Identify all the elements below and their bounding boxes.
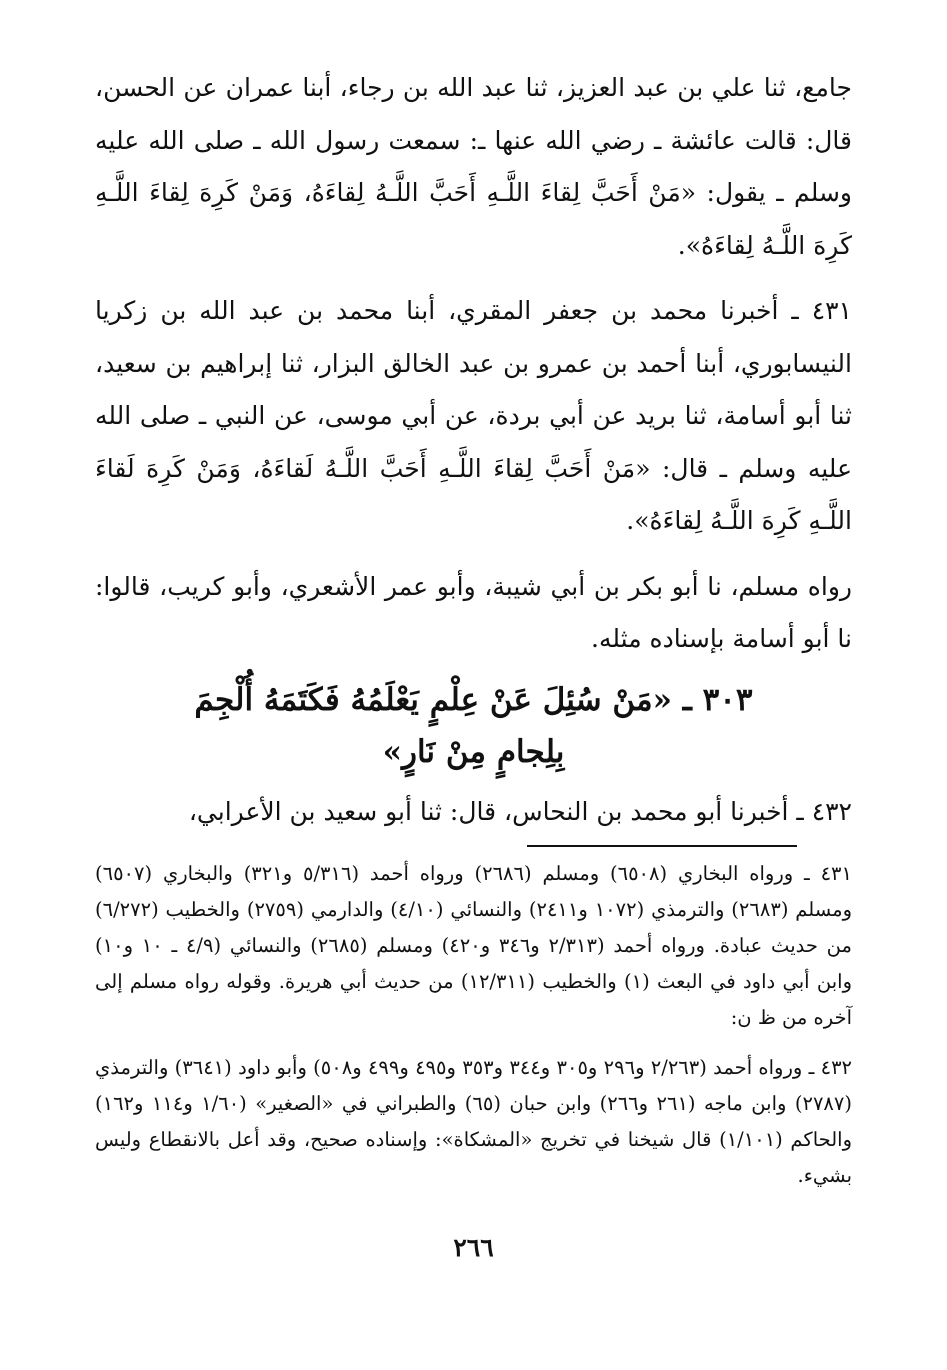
paragraph-hadith-432: ٤٣٢ ـ أخبرنا أبو محمد بن النحاس، قال: ثنا أبو سعيد بن الأعرابي، — [188, 796, 852, 826]
footnotes — [95, 856, 852, 1194]
paragraph-muslim-narration: رواه مسلم، نا أبو بكر بن أبي شيبة، وأبو عمر الأشعري، وأبو كريب، قالوا: نا أبو أسامة بإسناده مثله. — [95, 571, 852, 653]
heading-line-1: ٣٠٣ ـ «مَنْ سُئِلَ عَنْ عِلْمٍ يَعْلَمُهُ فَكَتَمَهُ أُلْجِمَ — [194, 681, 753, 718]
page-number: ٢٦٦ — [453, 1233, 494, 1262]
chapter-heading-303 — [95, 674, 852, 778]
main-text — [95, 62, 852, 838]
paragraph-aisha-hadith: جامع، ثنا علي بن عبد العزيز، ثنا عبد الله بن رجاء، أبنا عمران عن الحسن، قال: قالت عائشة ـ رضي الله عنها ـ: سمعت رسول الله ـ صلى الله عليه وسلم ـ يقول: «مَنْ أَحَبَّ لِقاءَ اللَّـهِ أَحَبَّ اللَّـهُ لِقاءَهُ، وَمَنْ كَرِهَ لِقاءَ اللَّـهِ كَرِهَ اللَّـهُ لِقاءَهُ». — [95, 73, 852, 260]
footnote-431: ٤٣١ ـ ورواه البخاري (٦٥٠٨) ومسلم (٢٦٨٦) ورواه أحمد (٥/٣١٦ و٣٢١) والبخاري (٦٥٠٧) ومسلم (٢٦٨٣) والترمذي (١٠٧٢ و٢٤١١) والنسائي (٤/١٠) والدارمي (٢٧٥٩) والخطيب (٦/٢٧٢) من حديث عبادة. ورواه أحمد (٢/٣١٣ و٣٤٦ و٤٢٠) ومسلم (٢٦٨٥) والنسائي (٤/٩ ـ ١٠ و١٠) وابن أبي داود في البعث (١) والخطيب (١٢/٣١١) من حديث أبي هريرة. وقوله رواه مسلم إلى آخره من ظ ن: — [95, 862, 853, 1029]
heading-line-2: بِلِجامٍ مِنْ نَارٍ» — [382, 733, 565, 770]
footnote-divider — [527, 845, 797, 847]
paragraph-hadith-431: ٤٣١ ـ أخبرنا محمد بن جعفر المقري، أبنا محمد بن عبد الله بن زكريا النيسابوري، أبنا أحمد بن عمرو بن عبد الخالق البزار، ثنا إبراهيم بن سعيد، ثنا أبو أسامة، ثنا بريد عن أبي بردة، عن أبي موسى، عن النبي ـ صلى الله عليه وسلم ـ قال: «مَنْ أَحَبَّ لِقاءَ اللَّـهِ أَحَبَّ اللَّـهُ لَقاءَهُ، وَمَنْ كَرِهَ لَقاءَ اللَّـهِ كَرِهَ اللَّـهُ لِقاءَهُ». — [95, 296, 852, 535]
footnote-432: ٤٣٢ ـ ورواه أحمد (٢/٢٦٣ و٢٩٦ و٣٠٥ و٣٤٤ و٣٥٣ و٤٩٥ و٤٩٩ و٥٠٨) وأبو داود (٣٦٤١) والترمذي (٢٧٨٧) وابن ماجه (٢٦١ و٢٦٦) وابن حبان (٦٥) والطبراني في «الصغير» (١/٦٠ و١١٤ و١٦٢) والحاكم (١/١٠١) قال شيخنا في تخريج «المشكاة»: وإسناده صحيح، وقد أعل بالانقطاع وليس بشيء. — [95, 1056, 853, 1187]
